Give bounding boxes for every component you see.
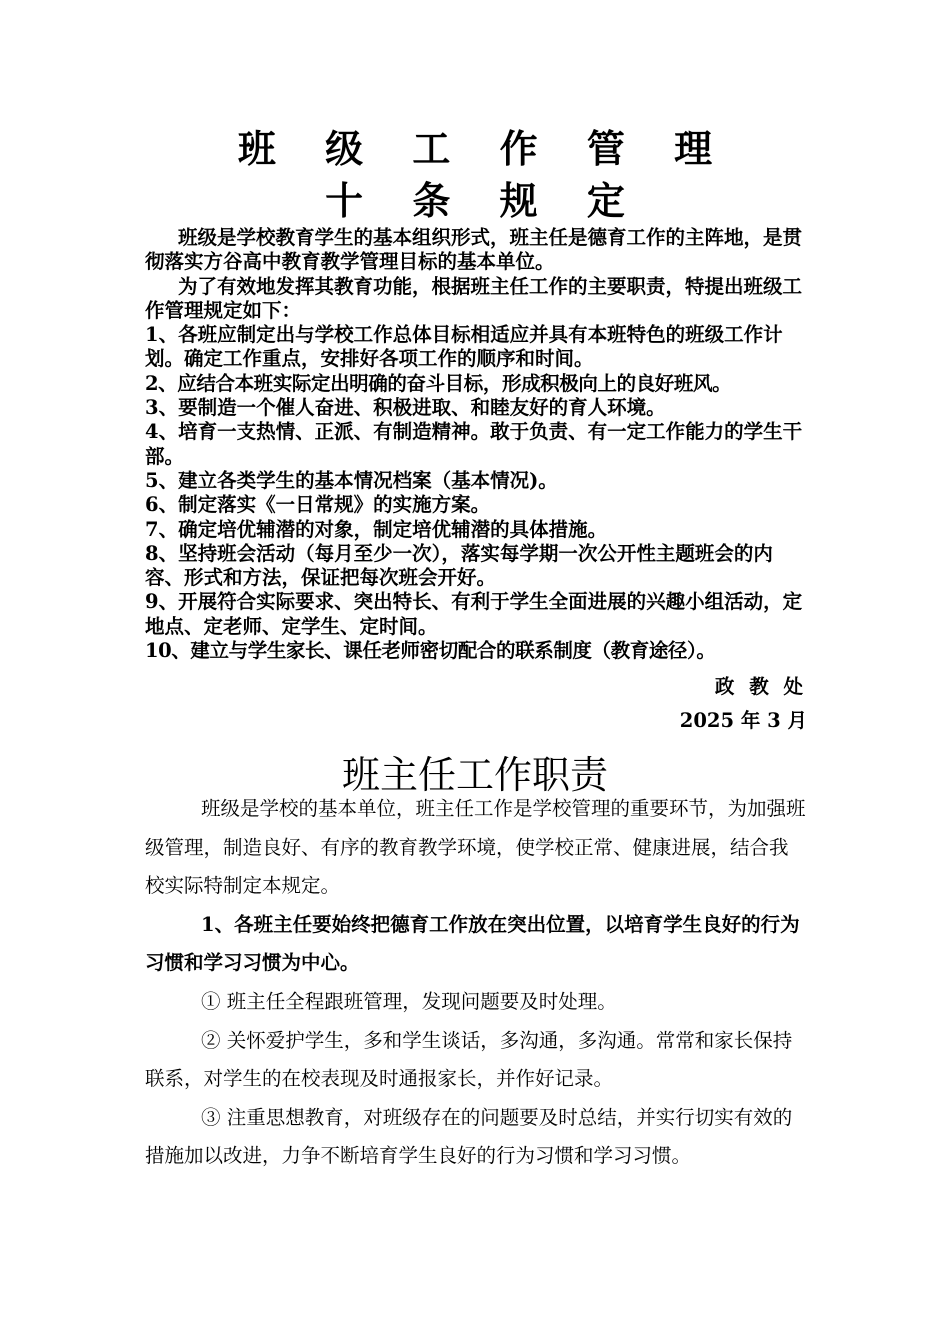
rule-item: 6、制定落实《一日常规》的实施方案。: [145, 493, 491, 517]
section2-intro-paragraph: 班级是学校的基本单位，班主任工作是学校管理的重要环节，为加强班级管理，制造良好、有序的教育教学环境，使学校正常、健康进展，结合我校实际特制定本规定。: [145, 797, 806, 898]
rule-item: 7、确定培优辅潜的对象，制定培优辅潜的具体措施。: [145, 517, 608, 541]
rule-item: 5、建立各类学生的基本情况档案（基本情况)。: [145, 468, 558, 492]
rule-item: 10、建立与学生家长、课任老师密切配合的联系制度（教育途径）。: [145, 639, 716, 663]
section2-body: [145, 790, 807, 1176]
section2-item-1: 1、各班主任要始终把德育工作放在突出位置，以培育学生良好的行为习惯和学习习惯为中心。: [145, 912, 800, 975]
issuer-signature: 政 教 处: [714, 675, 807, 698]
section2-sub-item: ③ 注重思想教育，对班级存在的问题要及时总结，并实行切实有效的措施加以改进，力争不断培育学生良好的行为习惯和学习习惯。: [145, 1105, 793, 1168]
section1-body: [145, 226, 807, 663]
rule-item: 9、开展符合实际要求、突出特长、有利于学生全面进展的兴趣小组活动，定地点、定老师、定学生、定时间。: [145, 590, 803, 638]
section2-title: 班主任工作职责: [341, 753, 608, 797]
rule-item: 4、培育一支热情、正派、有制造精神。敢于负责、有一定工作能力的学生干部。: [145, 420, 803, 468]
rule-item: 1、各班应制定出与学校工作总体目标相适应并具有本班特色的班级工作计划。确定工作重点，安排好各项工作的顺序和时间。: [145, 323, 783, 371]
rule-item: 3、要制造一个催人奋进、积极进取、和睦友好的育人环境。: [145, 396, 666, 420]
section1-intro-paragraph: 班级是学校教育学生的基本组织形式，班主任是德育工作的主阵地，是贯彻落实方谷高中教育教学管理目标的基本单位。: [145, 226, 803, 274]
section1-title-line1: 班 级 工 作 管 理: [237, 126, 731, 171]
section1-intro-paragraph: 为了有效地发挥其教育功能，根据班主任工作的主要职责，特提出班级工作管理规定如下：: [145, 274, 803, 322]
section1-title-line2: 十 条 规 定: [325, 178, 643, 223]
section2-sub-item: ① 班主任全程跟班管理，发现问题要及时处理。: [201, 989, 617, 1013]
section2-sub-item: ② 关怀爱护学生，多和学生谈话，多沟通，多沟通。常常和家长保持联系，对学生的在校表现及时通报家长，并作好记录。: [145, 1028, 793, 1091]
rule-item: 2、应结合本班实际定出明确的奋斗目标，形成积极向上的良好班风。: [145, 371, 732, 395]
issue-date: 2025 年 3 月: [679, 709, 807, 732]
rule-item: 8、坚持班会活动（每月至少一次），落实每学期一次公开性主题班会的内容、形式和方法，保证把每次班会开好。: [145, 541, 773, 590]
